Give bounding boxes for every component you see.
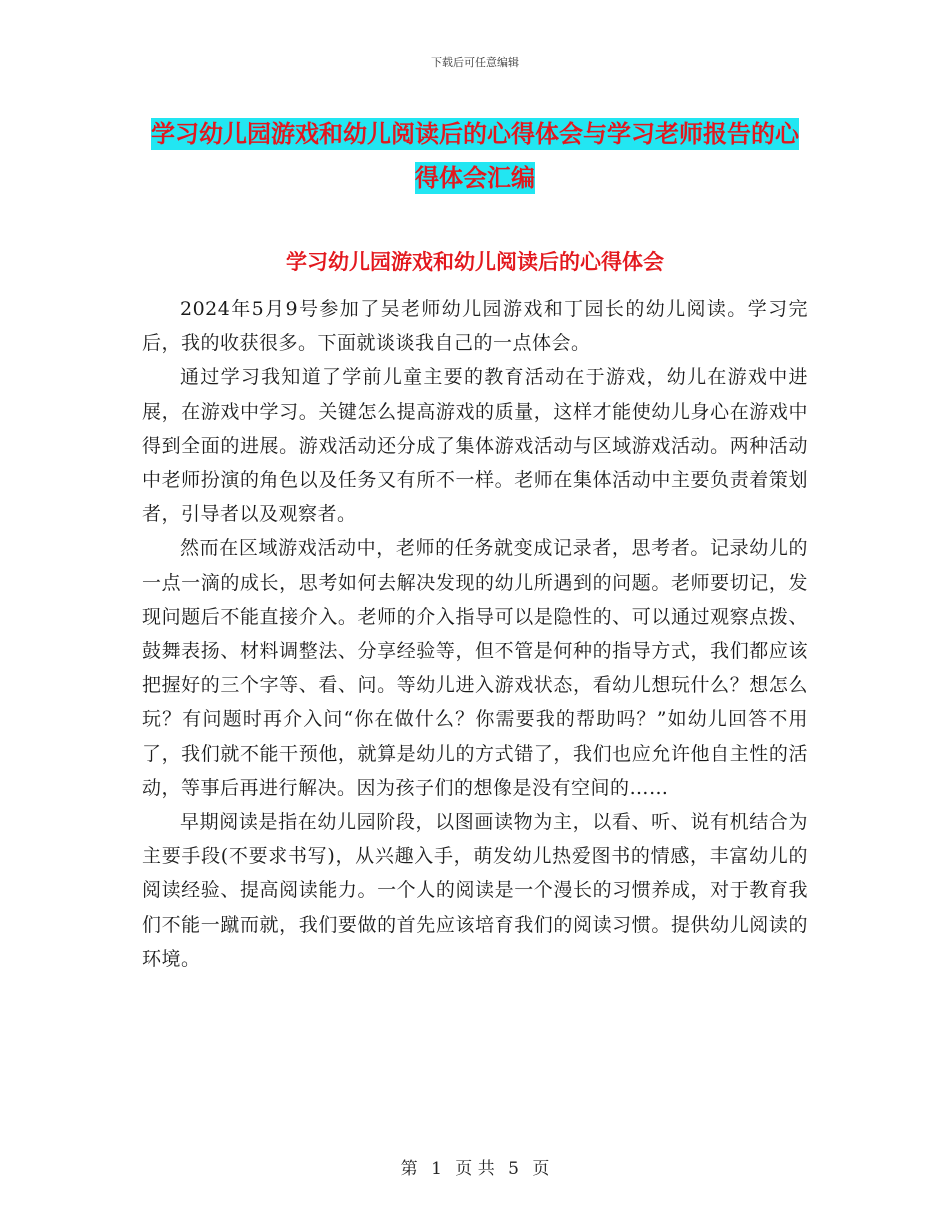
page-footer bbox=[0, 1154, 950, 1179]
footer-mid: 页 共 bbox=[455, 1159, 495, 1179]
paragraph: 2024年5月9号参加了吴老师幼儿园游戏和丁园长的幼儿阅读。学习完后，我的收获很多。下面就谈谈我自己的一点体会。 bbox=[142, 298, 808, 355]
footer-prefix: 第 bbox=[400, 1159, 418, 1179]
header-note: 下载后可任意编辑 bbox=[431, 56, 519, 69]
paragraph: 通过学习我知道了学前儿童主要的教育活动在于游戏，幼儿在游戏中进展，在游戏中学习。关键怎么提高游戏的质量，这样才能使幼儿身心在游戏中得到全面的进展。游戏活动还分成了集体游戏活动与区域游戏活动。两种活动中老师扮演的角色以及任务又有所不一样。老师在集体活动中主要负责着策划者，引导者以及观察者。 bbox=[142, 366, 808, 526]
paragraph: 然而在区域游戏活动中，老师的任务就变成记录者，思考者。记录幼儿的一点一滴的成长，思考如何去解决发现的幼儿所遇到的问题。老师要切记，发现问题后不能直接介入。老师的介入指导可以是隐性的、可以通过观察点拨、鼓舞表扬、材料调整法、分享经验等，但不管是何种的指导方式，我们都应该把握好的三个字等、看、问。等幼儿进入游戏状态，看幼儿想玩什么？想怎么玩？有问题时再介入问“你在做什么？你需要我的帮助吗？”如幼儿回答不用了，我们就不能干预他，就算是幼儿的方式错了，我们也应允许他自主性的活动，等事后再进行解决。因为孩子们的想像是没有空间的…… bbox=[142, 537, 808, 799]
section-title: 学习幼儿园游戏和幼儿阅读后的心得体会 bbox=[286, 250, 664, 274]
current-page-number: 1 bbox=[431, 1159, 442, 1179]
total-pages: 5 bbox=[508, 1159, 519, 1179]
body-text bbox=[142, 292, 808, 976]
document-title bbox=[140, 112, 810, 200]
footer-suffix: 页 bbox=[532, 1159, 550, 1179]
paragraph: 早期阅读是指在幼儿园阶段，以图画读物为主，以看、听、说有机结合为主要手段(不要求书写)，从兴趣入手，萌发幼儿热爱图书的情感，丰富幼儿的阅读经验、提高阅读能力。一个人的阅读是一个漫长的习惯养成，对于教育我们不能一蹴而就，我们要做的首先应该培育我们的阅读习惯。提供幼儿阅读的环境。 bbox=[142, 811, 808, 970]
document-title-text: 学习幼儿园游戏和幼儿阅读后的心得体会与学习老师报告的心得体会汇编 bbox=[151, 120, 799, 192]
